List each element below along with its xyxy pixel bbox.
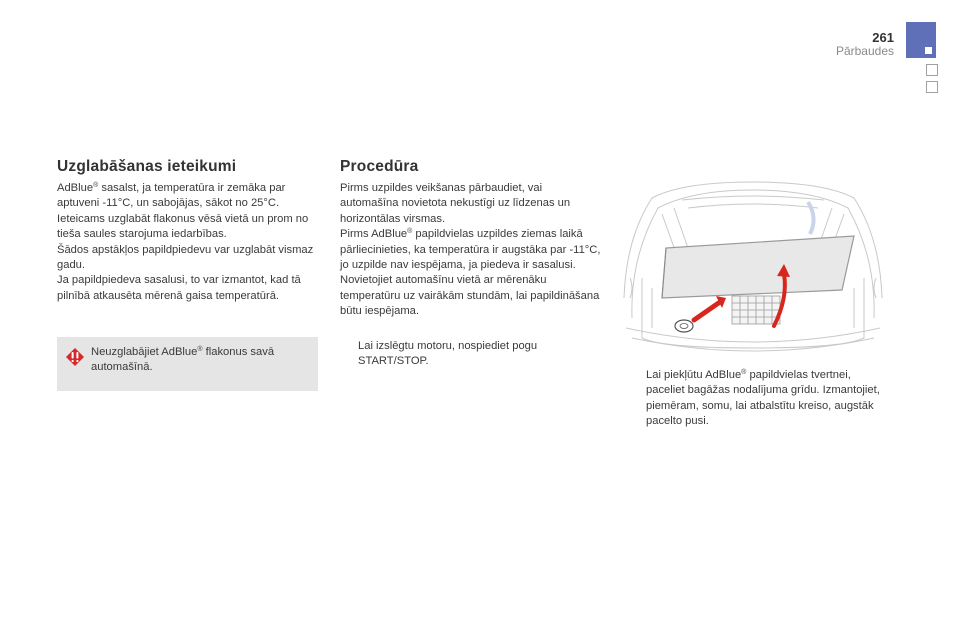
- registered-mark: ®: [741, 369, 747, 376]
- section-name: Pārbaudes: [835, 44, 894, 58]
- registered-mark: ®: [407, 228, 413, 236]
- storage-text: [57, 181, 319, 304]
- warning-text: [91, 345, 311, 376]
- procedure-paragraph-2-start: Pirms AdBlue: [340, 228, 408, 241]
- storage-heading: Uzglabāšanas ieteikumi: [57, 158, 237, 175]
- procedure-step-1-text: Lai izslēgtu motoru, nospiediet pogu START/STOP.: [358, 340, 538, 368]
- page-number: 261: [872, 30, 894, 45]
- storage-paragraph-3: Ja papildpiedeva sasalusi, to var izmantot, kad tā pilnībā atkausēta mērenā gaisa temperatūrā.: [57, 274, 301, 302]
- procedure-text: [340, 181, 602, 320]
- brand-name: AdBlue: [57, 182, 94, 194]
- section-tab: [906, 22, 936, 58]
- tab-marker-empty: [926, 64, 938, 76]
- procedure-step-2-start: Lai piekļūtu AdBlue: [646, 369, 742, 381]
- procedure-paragraph-2: [340, 227, 602, 319]
- procedure-step-2-text: [646, 368, 888, 430]
- procedure-paragraph-1: Pirms uzpildes veikšanas pārbaudiet, vai automašīna novietota nekustīgi uz līdzenas un horizontālas virsmas.: [340, 182, 571, 225]
- procedure-paragraph-2-end: papildvielas uzpildes ziemas laikā pārliecinieties, ka temperatūra ir augstāka par -11°C, jo uzpilde nav iespējama, ja piedeva ir sasalusi. Novietojiet automašīnu vietā ar mērenāku temperatūru uz vairākām stundām, lai papildināšana būtu iespējama.: [340, 228, 601, 318]
- warning-box: [57, 337, 318, 391]
- warning-text-end: flakonus savā automašīnā.: [91, 346, 275, 374]
- storage-paragraph-2: Šādos apstākļos papildpiedevu var uzglabāt vismaz gadu.: [57, 243, 314, 272]
- warning-text-start: Neuzglabājiet AdBlue: [91, 346, 198, 358]
- procedure-step-2-end: papildvielas tvertnei, paceliet bagāžas nodalījuma grīdu. Izmantojiet, piemēram, somu, lai atbalstītu kreiso, augstāk pacelto pusi.: [646, 369, 880, 428]
- storage-paragraph-1: [57, 181, 319, 243]
- tab-marker-empty: [926, 81, 938, 93]
- trunk-illustration: [622, 178, 884, 356]
- exclamation-warning-icon: [65, 347, 85, 367]
- procedure-step-2: [628, 368, 888, 430]
- registered-mark: ®: [197, 346, 203, 353]
- procedure-heading: Procedūra: [340, 158, 419, 175]
- procedure-step-1: [340, 339, 600, 370]
- registered-mark: ®: [93, 182, 99, 189]
- tab-square-icon: [925, 47, 932, 54]
- storage-paragraph-1-text: sasalst, ja temperatūra ir zemāka par aptuveni -11°C, un sabojājas, sākot no 25°C. Ieteicams uzglabāt flakonus vēsā vietā un prom no tieša saules starojuma iedarbības.: [57, 182, 309, 241]
